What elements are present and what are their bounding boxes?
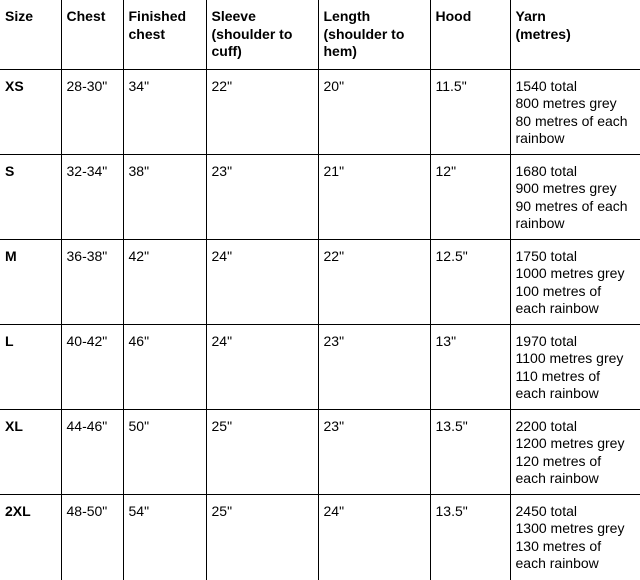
hood-cell: 13" [430, 324, 510, 409]
finished-chest-cell: 46" [123, 324, 206, 409]
hood-cell: 12.5" [430, 239, 510, 324]
yarn-line: 1750 total [515, 247, 577, 264]
chest-cell: 36-38" [61, 239, 123, 324]
size-cell: M [0, 239, 61, 324]
header-chest: Chest [61, 0, 123, 69]
chest-cell: 48-50" [61, 494, 123, 580]
yarn-line: 1540 total [515, 77, 577, 94]
yarn-line: rainbow [515, 215, 565, 232]
chest-cell: 40-42" [61, 324, 123, 409]
yarn-line: 120 metres of [515, 452, 602, 469]
finished-chest-cell: 34" [123, 69, 206, 154]
table-row [0, 494, 640, 580]
yarn-cell [510, 324, 640, 409]
yarn-line: 80 metres of each [515, 112, 628, 129]
sleeve-cell: 25" [206, 409, 318, 494]
hood-cell: 11.5" [430, 69, 510, 154]
finished-chest-cell: 50" [123, 409, 206, 494]
yarn-cell [510, 154, 640, 239]
header-yarn: Yarn (metres) [510, 0, 640, 69]
yarn-cell [510, 494, 640, 580]
yarn-line: rainbow [515, 130, 565, 147]
header-sleeve: Sleeve (shoulder to cuff) [206, 0, 318, 69]
yarn-line: 130 metres of [515, 537, 602, 554]
finished-chest-cell: 54" [123, 494, 206, 580]
header-length: Length (shoulder to hem) [318, 0, 430, 69]
sleeve-cell: 25" [206, 494, 318, 580]
yarn-line: 1200 metres grey [515, 435, 625, 452]
finished-chest-cell: 38" [123, 154, 206, 239]
table-row [0, 154, 640, 239]
table-row [0, 409, 640, 494]
header-hood: Hood [430, 0, 510, 69]
size-cell: XS [0, 69, 61, 154]
size-cell: S [0, 154, 61, 239]
header-row [0, 0, 640, 69]
sleeve-cell: 22" [206, 69, 318, 154]
yarn-line: each rainbow [515, 300, 599, 317]
chest-cell: 32-34" [61, 154, 123, 239]
yarn-cell [510, 69, 640, 154]
chest-cell: 44-46" [61, 409, 123, 494]
size-cell: 2XL [0, 494, 61, 580]
table-row [0, 324, 640, 409]
length-cell: 24" [318, 494, 430, 580]
hood-cell: 13.5" [430, 409, 510, 494]
yarn-line: 1970 total [515, 332, 577, 349]
size-cell: XL [0, 409, 61, 494]
length-cell: 20" [318, 69, 430, 154]
yarn-line: 110 metres of [515, 367, 601, 384]
length-cell: 23" [318, 324, 430, 409]
length-cell: 23" [318, 409, 430, 494]
yarn-cell [510, 239, 640, 324]
yarn-line: 2200 total [515, 417, 577, 434]
yarn-line: 900 metres grey [515, 180, 617, 197]
hood-cell: 13.5" [430, 494, 510, 580]
yarn-cell [510, 409, 640, 494]
yarn-line: 2450 total [515, 502, 577, 519]
yarn-line: 1000 metres grey [515, 265, 625, 282]
yarn-line: each rainbow [515, 470, 599, 487]
header-size: Size [0, 0, 61, 69]
yarn-line: 800 metres grey [515, 95, 617, 112]
chest-cell: 28-30" [61, 69, 123, 154]
hood-cell: 12" [430, 154, 510, 239]
yarn-line: 1680 total [515, 162, 577, 179]
yarn-line: each rainbow [515, 555, 599, 572]
sleeve-cell: 23" [206, 154, 318, 239]
length-cell: 21" [318, 154, 430, 239]
sleeve-cell: 24" [206, 324, 318, 409]
size-cell: L [0, 324, 61, 409]
table-row [0, 69, 640, 154]
yarn-line: 1100 metres grey [515, 350, 624, 367]
finished-chest-cell: 42" [123, 239, 206, 324]
header-finished-chest: Finished chest [123, 0, 206, 69]
yarn-line: each rainbow [515, 385, 599, 402]
length-cell: 22" [318, 239, 430, 324]
table-row [0, 239, 640, 324]
sleeve-cell: 24" [206, 239, 318, 324]
yarn-line: 1300 metres grey [515, 520, 625, 537]
yarn-line: 90 metres of each [515, 197, 628, 214]
yarn-line: 100 metres of [515, 282, 602, 299]
